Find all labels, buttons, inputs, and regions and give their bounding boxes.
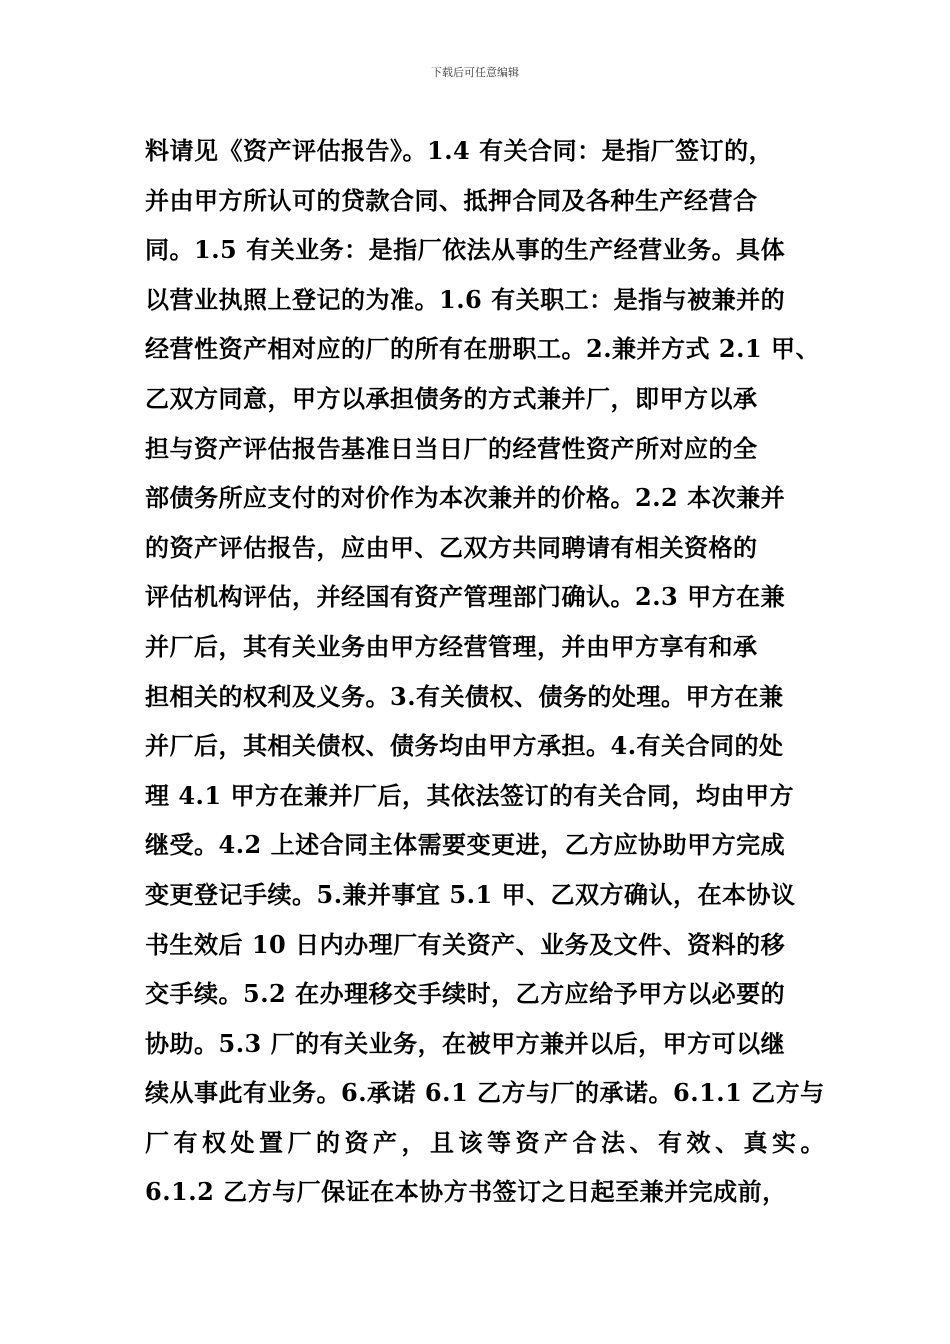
text-line-8: 部债务所应支付的对价作为本次兼并的价格。2.2 本次兼并	[145, 483, 786, 513]
text-line-22: 6.1.2 乙方与厂保证在本协方书签订之日起至兼并完成前，	[145, 1177, 787, 1207]
text-line-3: 同。1.5 有关业务：是指厂依法从事的生产经营业务。具体	[145, 235, 786, 265]
text-line-5: 经营性资产相对应的厂的所有在册职工。2.兼并方式 2.1 甲、	[145, 334, 821, 364]
text-line-20: 续从事此有业务。6.承诺 6.1 乙方与厂的承诺。6.1.1 乙方与	[145, 1078, 825, 1108]
page-header-note: 下载后可任意编辑	[431, 66, 519, 79]
text-line-4: 以营业执照上登记的为准。1.6 有关职工：是指与被兼并的	[145, 284, 786, 314]
text-line-9: 的资产评估报告，应由甲、乙双方共同聘请有相关资格的	[145, 532, 758, 562]
text-line-16: 变更登记手续。5.兼并事宜 5.1 甲、乙双方确认，在本协议	[145, 879, 796, 909]
text-line-21: 厂有权处置厂的资产，且该等资产合法、有效、真实。	[145, 1127, 829, 1157]
text-line-11: 并厂后，其有关业务由甲方经营管理，并由甲方享有和承	[145, 631, 758, 661]
text-line-12: 担相关的权利及义务。3.有关债权、债务的处理。甲方在兼	[145, 681, 784, 711]
text-line-1: 料请见《资产评估报告》。1.4 有关合同：是指厂签订的，	[145, 136, 774, 165]
text-line-18: 交手续。5.2 在办理移交手续时，乙方应给予甲方以必要的	[145, 979, 786, 1009]
text-line-14: 理 4.1 甲方在兼并厂后，其依法签订的有关合同，均由甲方	[145, 780, 794, 810]
text-line-6: 乙双方同意，甲方以承担债务的方式兼并厂，即甲方以承	[145, 383, 758, 413]
text-line-15: 继受。4.2 上述合同主体需要变更进，乙方应协助甲方完成	[145, 830, 786, 860]
text-line-17: 书生效后 10 日内办理厂有关资产、业务及文件、资料的移	[145, 929, 786, 959]
document-body	[145, 126, 845, 1217]
text-line-7: 担与资产评估报告基准日当日厂的经营性资产所对应的全	[145, 433, 758, 463]
text-line-10: 评估机构评估，并经国有资产管理部门确认。2.3 甲方在兼	[145, 582, 786, 612]
text-line-13: 并厂后，其相关债权、债务均由甲方承担。4.有关合同的处	[145, 731, 784, 761]
text-line-2: 并由甲方所认可的贷款合同、抵押合同及各种生产经营合	[145, 185, 758, 215]
text-line-19: 协助。5.3 厂的有关业务，在被甲方兼并以后，甲方可以继	[145, 1028, 786, 1058]
